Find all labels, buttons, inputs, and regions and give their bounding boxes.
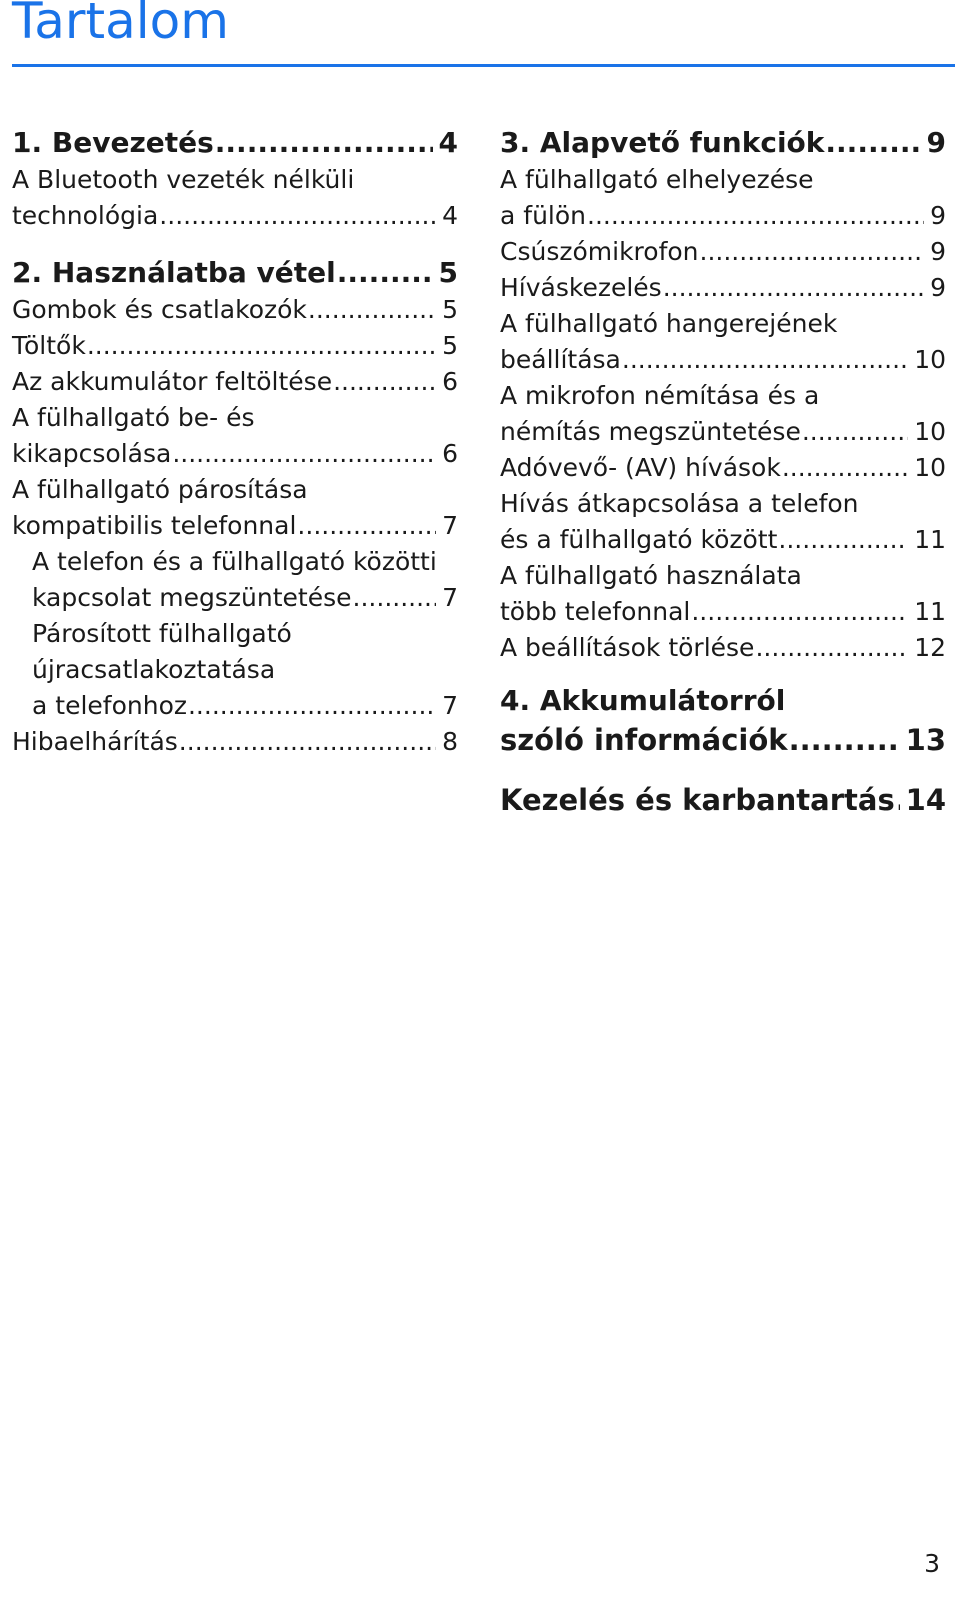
toc-entry-label: Híváskezelés — [500, 273, 662, 302]
toc-entry-label: Gombok és csatlakozók — [12, 295, 307, 324]
toc-entry-av-hivasok[interactable] — [500, 450, 946, 486]
toc-page-number: 9 — [930, 237, 946, 266]
toc-page-number: 6 — [442, 439, 458, 468]
dot-leader — [179, 724, 436, 760]
toc-entry-alapveto-funkciok[interactable] — [500, 124, 946, 162]
toc-entry-label: a fülön — [500, 201, 586, 230]
toc-page-number: 5 — [442, 295, 458, 324]
toc-entry-beallitasok-torlese[interactable] — [500, 630, 946, 666]
toc-entry-bluetooth[interactable] — [12, 198, 458, 234]
toc-page-number: 12 — [914, 633, 946, 662]
dot-leader — [825, 124, 920, 162]
toc-page-number: 10 — [914, 345, 946, 374]
toc-entry-line: újracsatlakoztatása — [32, 655, 276, 684]
toc-entry-label: 2. Használatba vétel — [12, 256, 336, 289]
dot-leader — [333, 364, 436, 400]
toc-entry-be-kikapcsolas[interactable] — [12, 436, 458, 472]
toc-entry-nemitas[interactable] — [500, 414, 946, 450]
dot-leader — [802, 414, 908, 450]
toc-page-number: 4 — [442, 201, 458, 230]
dot-leader — [778, 522, 908, 558]
toc-entry-label: némítás megszüntetése — [500, 417, 801, 446]
toc-entry-label: Hibaelhárítás — [12, 727, 178, 756]
toc-entry-gombok[interactable] — [12, 292, 458, 328]
dot-leader — [308, 292, 436, 328]
dot-leader — [159, 198, 436, 234]
toc-entry-line: Párosított fülhallgató — [32, 619, 292, 648]
toc-entry-atkapcsolas[interactable] — [500, 522, 946, 558]
footer-page-number: 3 — [924, 1549, 940, 1578]
toc-page-number: 8 — [442, 727, 458, 756]
toc-entry-label: a telefonhoz — [32, 691, 187, 720]
toc-entry-label: Adóvevő- (AV) hívások — [500, 453, 781, 482]
toc-page-number: 9 — [930, 201, 946, 230]
toc-entry-hivaskezeles[interactable] — [500, 270, 946, 306]
toc-page-number: 7 — [442, 583, 458, 612]
toc-entry-kezeles-karbantartas[interactable] — [500, 780, 946, 820]
toc-entry-label: kapcsolat megszüntetése — [32, 583, 352, 612]
dot-leader — [782, 450, 908, 486]
toc-entry-label: több telefonnal — [500, 597, 691, 626]
toc-entry-label: kikapcsolása — [12, 439, 172, 468]
toc-page-number: 10 — [914, 453, 946, 482]
page-title: Tartalom — [12, 0, 229, 50]
toc-entry-hibaelharitas[interactable] — [12, 724, 458, 760]
dot-leader — [755, 630, 908, 666]
toc-page-number: 14 — [905, 783, 946, 817]
toc-entry-label: és a fülhallgató között — [500, 525, 778, 554]
toc-entry-label: A beállítások törlése — [500, 633, 755, 662]
toc-entry-label: 3. Alapvető funkciók — [500, 126, 825, 159]
toc-entry-parositas[interactable] — [12, 508, 458, 544]
toc-page-number: 7 — [442, 691, 458, 720]
toc-page-number: 11 — [914, 597, 946, 626]
dot-leader — [700, 234, 924, 270]
toc-entry-line: A fülhallgató használata — [500, 561, 802, 590]
toc-entry-elhelyezese[interactable] — [500, 198, 946, 234]
toc-page-number: 10 — [914, 417, 946, 446]
toc-entry-label: 1. Bevezetés — [12, 126, 214, 159]
toc-entry-akkumulator-feltoltese[interactable] — [12, 364, 458, 400]
toc-entry-label: Töltők — [12, 331, 86, 360]
dot-leader — [691, 594, 908, 630]
dot-leader — [896, 780, 900, 820]
toc-entry-label: beállítása — [500, 345, 621, 374]
dot-leader — [663, 270, 924, 306]
toc-entry-bevezetes[interactable] — [12, 124, 458, 162]
toc-entry-ujracsatlakoztatas[interactable] — [12, 688, 458, 724]
toc-entry-label: Az akkumulátor feltöltése — [12, 367, 333, 396]
toc-page-number: 5 — [442, 331, 458, 360]
toc-page-number: 6 — [442, 367, 458, 396]
toc-entry-csuszomikrofon[interactable] — [500, 234, 946, 270]
dot-leader — [172, 436, 436, 472]
toc-entry-toltok[interactable] — [12, 328, 458, 364]
toc-page-number: 4 — [438, 126, 458, 159]
dot-leader — [87, 328, 436, 364]
toc-right-column — [500, 124, 946, 820]
toc-entry-line: 4. Akkumulátorról — [500, 684, 786, 717]
toc-entry-akkumulatorrol[interactable] — [500, 720, 946, 760]
toc-entry-line: A fülhallgató hangerejének — [500, 309, 838, 338]
toc-entry-tobb-telefon[interactable] — [500, 594, 946, 630]
toc-page-number: 11 — [914, 525, 946, 554]
toc-entry-kapcsolat-megszuntetese[interactable] — [12, 580, 458, 616]
toc-entry-label: technológia — [12, 201, 159, 230]
dot-leader — [789, 720, 900, 760]
toc-entry-line: A fülhallgató párosítása — [12, 475, 308, 504]
toc-entry-line: A fülhallgató elhelyezése — [500, 165, 814, 194]
dot-leader — [337, 254, 433, 292]
toc-entry-label: kompatibilis telefonnal — [12, 511, 297, 540]
toc-page-number: 9 — [926, 126, 946, 159]
toc-left-column — [12, 124, 458, 760]
toc-entry-hasznalatba[interactable] — [12, 254, 458, 292]
dot-leader — [353, 580, 436, 616]
toc-entry-line: A Bluetooth vezeték nélküli — [12, 165, 355, 194]
toc-entry-hangero[interactable] — [500, 342, 946, 378]
dot-leader — [622, 342, 908, 378]
title-rule — [12, 64, 955, 67]
toc-page-number: 13 — [905, 723, 946, 757]
toc-entry-line: A telefon és a fülhallgató közötti — [32, 547, 437, 576]
toc-page-number: 5 — [438, 256, 458, 289]
dot-leader — [188, 688, 436, 724]
toc-page-number: 7 — [442, 511, 458, 540]
toc-page-number: 9 — [930, 273, 946, 302]
toc-entry-label: Kezelés és karbantartás — [500, 783, 895, 817]
dot-leader — [215, 124, 433, 162]
toc-entry-line: Hívás átkapcsolása a telefon — [500, 489, 859, 518]
toc-entry-line: A mikrofon némítása és a — [500, 381, 820, 410]
toc-entry-line: A fülhallgató be- és — [12, 403, 255, 432]
toc-entry-label: Csúszómikrofon — [500, 237, 699, 266]
dot-leader — [587, 198, 924, 234]
toc-entry-label: szóló információk — [500, 723, 788, 757]
dot-leader — [297, 508, 436, 544]
